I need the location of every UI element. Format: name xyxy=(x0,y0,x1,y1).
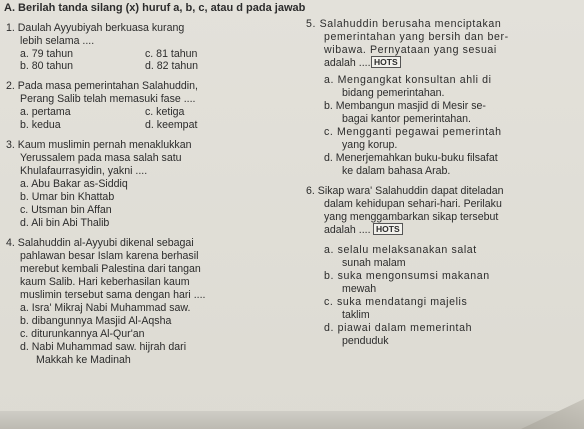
question-text-line: Khulafaurrasyidin, yakni .... xyxy=(20,165,148,177)
question-text-line: a. Isra' Mikraj Nabi Muhammad saw. xyxy=(20,302,191,314)
question-text-line: yang korup. xyxy=(342,139,398,151)
question-text-line: pemerintahan yang bersih dan ber- xyxy=(324,31,509,43)
question-text-line: c. ketiga xyxy=(145,106,185,118)
question-text-line: lebih selama .... xyxy=(20,35,95,47)
question-text-line: b. kedua xyxy=(20,119,61,131)
question-text-line: merebut kembali Palestina dari tangan xyxy=(20,263,201,275)
page-bottom-shadow xyxy=(0,411,584,429)
question-text-line: Yerussalem pada masa salah satu xyxy=(20,152,182,164)
question-text-line: c. diturunkannya Al-Qur'an xyxy=(20,328,145,340)
question-text-line: b. suka mengonsumsi makanan xyxy=(324,270,490,282)
question-text-line: b. dibangunnya Masjid Al-Aqsha xyxy=(20,315,172,327)
question-text-line: d. keempat xyxy=(145,119,198,131)
question-text-line: a. Abu Bakar as-Siddiq xyxy=(20,178,128,190)
question-text-line: dalam kehidupan sehari-hari. Perilaku xyxy=(324,198,502,210)
question-text-line: b. Umar bin Khattab xyxy=(20,191,115,203)
question-text-line: b. Membangun masjid di Mesir se- xyxy=(324,100,486,112)
question-text-line: d. Ali bin Abi Thalib xyxy=(20,217,110,229)
question-text-line: bidang pemerintahan. xyxy=(342,87,445,99)
question-text-line: adalah .... xyxy=(324,224,371,236)
question-text-line: Makkah ke Madinah xyxy=(36,354,131,366)
question-text-line: muslimin tersebut sama dengan hari .... xyxy=(20,289,206,301)
question-text-line: d. piawai dalam memerintah xyxy=(324,322,473,334)
question-text-line: 1. Daulah Ayyubiyah berkuasa kurang xyxy=(6,22,185,34)
question-text-line: 5. Salahuddin berusaha menciptakan xyxy=(306,18,502,30)
question-text-line: penduduk xyxy=(342,335,389,347)
question-text-line: c. Utsman bin Affan xyxy=(20,204,112,216)
question-text-line: c. suka mendatangi majelis xyxy=(324,296,468,308)
question-text-line: d. Nabi Muhammad saw. hijrah dari xyxy=(20,341,187,353)
question-text-line: yang menggambarkan sikap tersebut xyxy=(324,211,499,223)
question-text-line: wibawa. Pernyataan yang sesuai xyxy=(324,44,497,56)
question-text-line: bagai kantor pemerintahan. xyxy=(342,113,471,125)
question-text-line: 2. Pada masa pemerintahan Salahuddin, xyxy=(6,80,198,92)
question-text-line: sunah malam xyxy=(342,257,406,269)
question-text-line: 4. Salahuddin al-Ayyubi dikenal sebagai xyxy=(6,237,194,249)
question-text-line: mewah xyxy=(342,283,377,295)
question-text-line: c. Mengganti pegawai pemerintah xyxy=(324,126,502,138)
hots-badge: HOTS xyxy=(371,56,401,68)
question-text-line: a. Mengangkat konsultan ahli di xyxy=(324,74,492,86)
hots-badge: HOTS xyxy=(373,223,403,235)
question-text-line: kaum Salib. Hari keberhasilan kaum xyxy=(20,276,190,288)
question-text-line: c. 81 tahun xyxy=(145,48,198,60)
question-text-line: a. pertama xyxy=(20,106,71,118)
question-text-line: ke dalam bahasa Arab. xyxy=(342,165,451,177)
question-text-line: 6. Sikap wara' Salahuddin dapat diteladan xyxy=(306,185,504,197)
section-header: A. Berilah tanda silang (x) huruf a, b, c, atau d pada jawab xyxy=(4,2,306,14)
question-text-line: a. 79 tahun xyxy=(20,48,74,60)
question-text-line: pahlawan besar Islam karena berhasil xyxy=(20,250,199,262)
question-text-line: Perang Salib telah memasuki fase .... xyxy=(20,93,196,105)
question-text-line: adalah .... xyxy=(324,57,371,69)
question-text-line: 3. Kaum muslimin pernah menaklukkan xyxy=(6,139,192,151)
question-text-line: b. 80 tahun xyxy=(20,60,74,72)
question-text-line: d. Menerjemahkan buku-buku filsafat xyxy=(324,152,498,164)
question-text-line: d. 82 tahun xyxy=(145,60,199,72)
question-text-line: a. selalu melaksanakan salat xyxy=(324,244,477,256)
question-text-line: taklim xyxy=(342,309,370,321)
